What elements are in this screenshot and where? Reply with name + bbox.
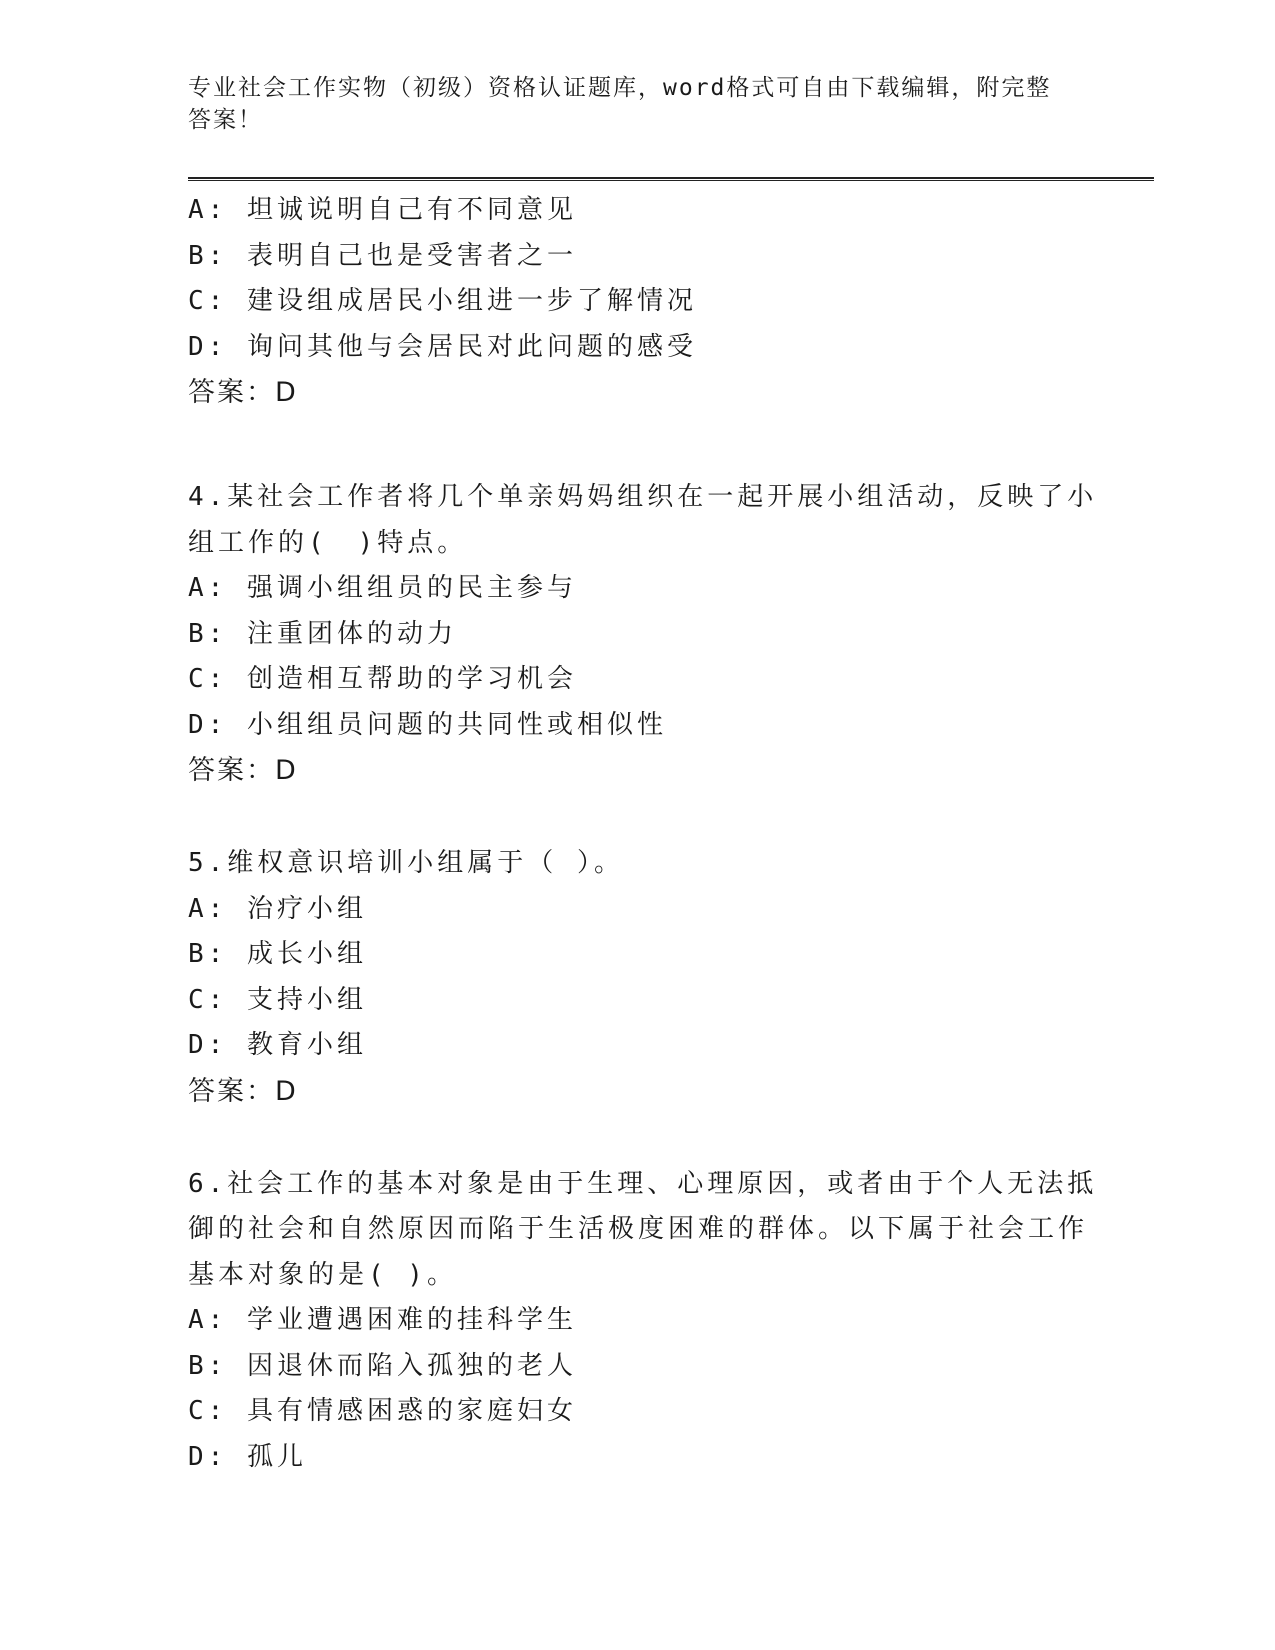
answer-line: 答案：D (188, 1075, 298, 1107)
question-3-block (188, 188, 1088, 416)
question-stem-line: 4.某社会工作者将几个单亲妈妈组织在一起开展小组活动，反映了小 (188, 482, 1098, 512)
question-stem-line: 御的社会和自然原因而陷于生活极度困难的群体。以下属于社会工作 (188, 1214, 1089, 1244)
header-divider (188, 177, 1154, 181)
option-d: D: 询问其他与会居民对此问题的感受 (188, 331, 697, 362)
question-5-block (188, 841, 1088, 1114)
option-a: A: 强调小组组员的民主参与 (188, 573, 577, 603)
option-d: D: 孤儿 (188, 1441, 307, 1472)
question-stem-line: 5.维权意识培训小组属于（ ）。 (188, 848, 624, 878)
option-c: C: 支持小组 (188, 984, 367, 1015)
option-d: D: 小组组员问题的共同性或相似性 (188, 709, 667, 740)
option-b: B: 成长小组 (188, 939, 367, 969)
question-content (188, 188, 1098, 1480)
option-c: C: 建设组成居民小组进一步了解情况 (188, 286, 697, 316)
option-c: C: 具有情感困惑的家庭妇女 (188, 1396, 577, 1426)
option-a: A: 治疗小组 (188, 893, 367, 924)
option-a: A: 坦诚说明自己有不同意见 (188, 195, 577, 225)
answer-line: 答案：D (188, 755, 298, 786)
question-stem-line: 基本对象的是( )。 (188, 1259, 457, 1290)
question-6-block (188, 1162, 1098, 1481)
answer-line: 答案：D (188, 377, 298, 408)
question-stem-line: 6.社会工作的基本对象是由于生理、心理原因，或者由于个人无法抵 (188, 1168, 1098, 1199)
option-c: C: 创造相互帮助的学习机会 (188, 664, 577, 694)
question-4-block (188, 475, 1098, 794)
question-stem-line: 组工作的( )特点。 (188, 527, 468, 558)
option-b: B: 表明自己也是受害者之一 (188, 240, 577, 271)
option-b: B: 注重团体的动力 (188, 618, 457, 649)
option-a: A: 学业遭遇困难的挂科学生 (188, 1305, 577, 1335)
document-header: 专业社会工作实物（初级）资格认证题库，word格式可自由下载编辑，附完整答案！ (188, 75, 1052, 133)
option-d: D: 教育小组 (188, 1030, 367, 1060)
option-b: B: 因退休而陷入孤独的老人 (188, 1350, 577, 1381)
